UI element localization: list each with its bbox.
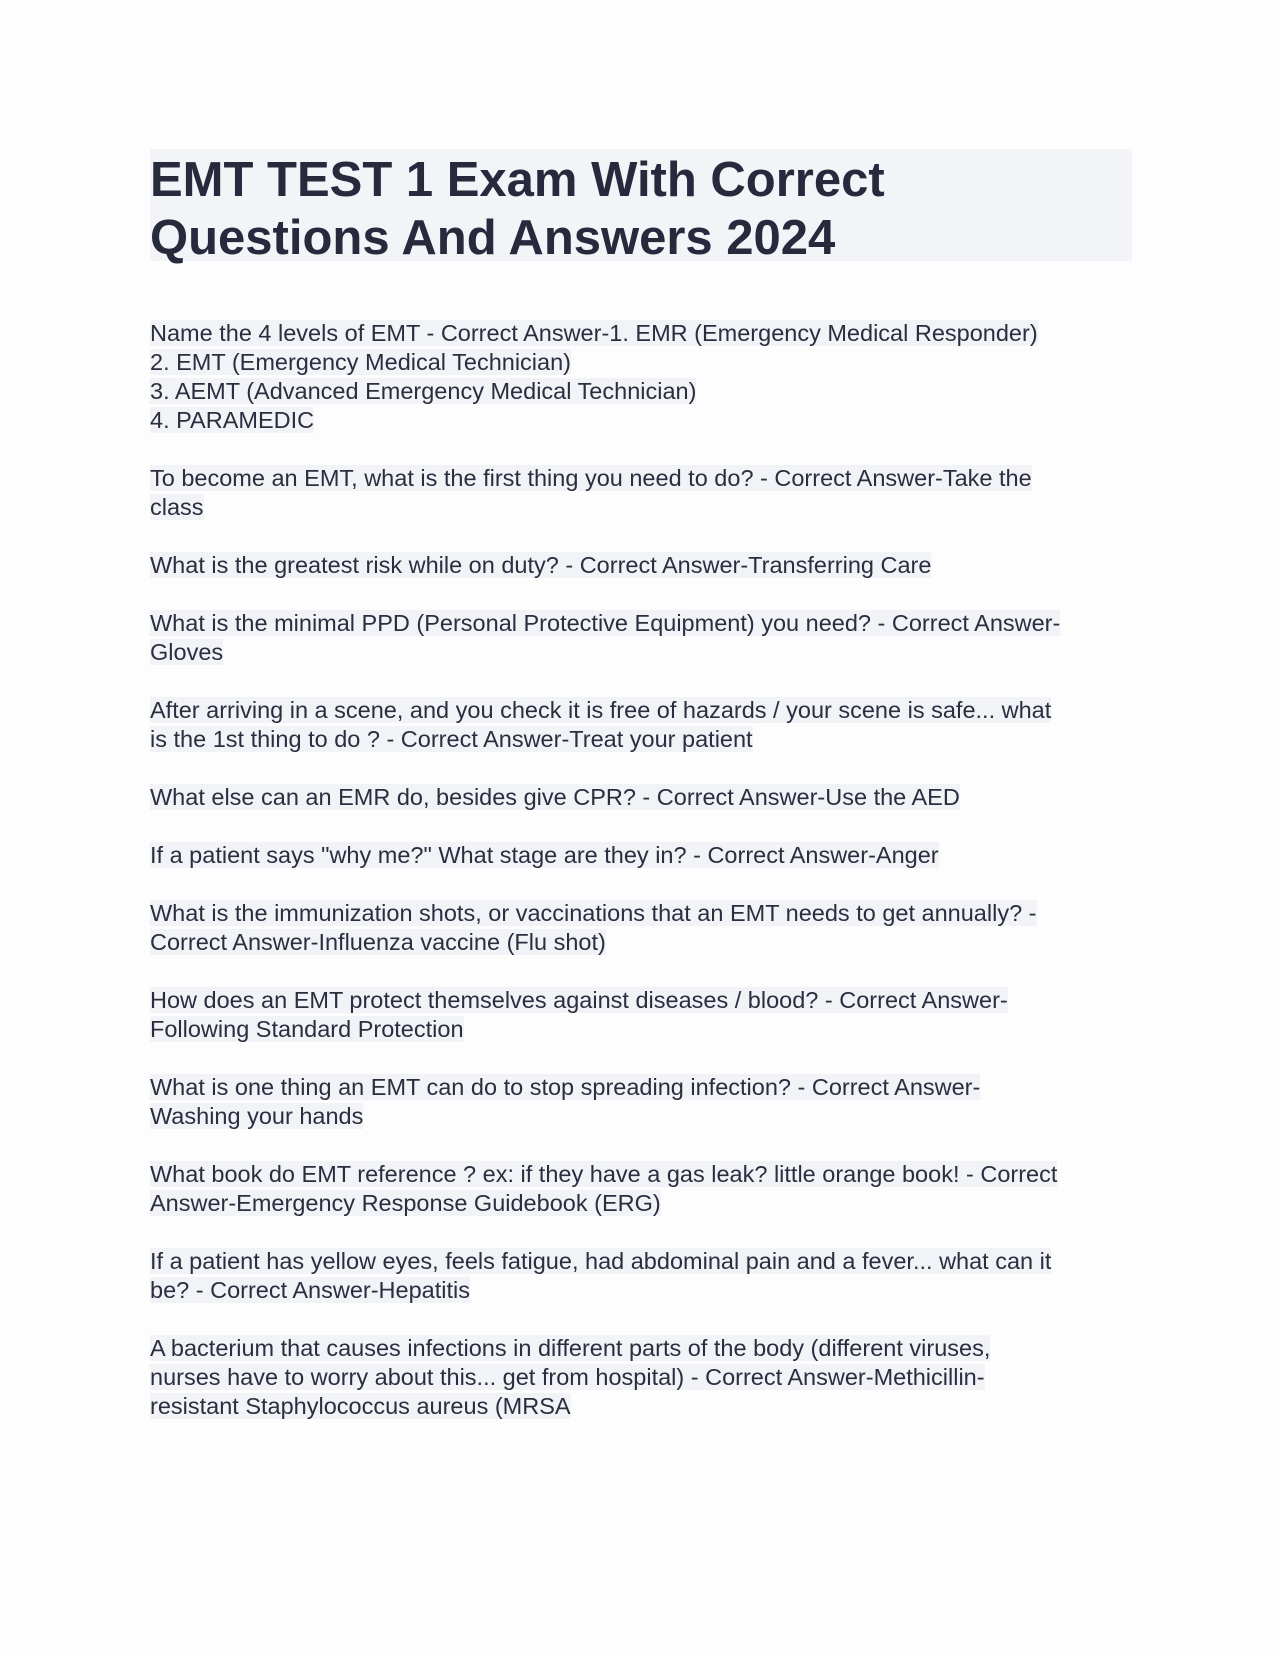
qa-item: [150, 1073, 1132, 1131]
qa-text: be? - Correct Answer-Hepatitis: [150, 1277, 470, 1303]
qa-line: [150, 319, 1132, 348]
qa-item: [150, 1334, 1132, 1421]
document-title: [150, 151, 1132, 267]
qa-line: [150, 1015, 1132, 1044]
qa-text: Name the 4 levels of EMT - Correct Answer-1. EMR (Emergency Medical Responder): [150, 320, 1038, 346]
qa-line: [150, 1392, 1132, 1421]
title-line: EMT TEST 1 Exam With Correct: [150, 153, 885, 207]
qa-line: [150, 1189, 1132, 1218]
qa-text: What is the greatest risk while on duty? - Correct Answer-Transferring Care: [150, 552, 932, 578]
qa-text: Washing your hands: [150, 1103, 364, 1129]
qa-text: Correct Answer-Influenza vaccine (Flu shot): [150, 929, 606, 955]
qa-line: [150, 551, 1132, 580]
qa-text: resistant Staphylococcus aureus (MRSA: [150, 1393, 571, 1419]
qa-line: [150, 348, 1132, 377]
qa-text: 4. PARAMEDIC: [150, 407, 315, 433]
qa-item: [150, 1247, 1132, 1305]
qa-text: What is the minimal PPD (Personal Protective Equipment) you need? - Correct Answer-: [150, 610, 1061, 636]
qa-line: [150, 1334, 1132, 1363]
qa-text: What book do EMT reference ? ex: if they have a gas leak? little orange book! - Correct: [150, 1161, 1058, 1187]
qa-text: What else can an EMR do, besides give CPR? - Correct Answer-Use the AED: [150, 784, 960, 810]
qa-list: [150, 319, 1132, 1421]
qa-item: [150, 986, 1132, 1044]
qa-line: [150, 493, 1132, 522]
qa-line: [150, 406, 1132, 435]
qa-line: [150, 1102, 1132, 1131]
qa-text: nurses have to worry about this... get from hospital) - Correct Answer-Methicillin-: [150, 1364, 985, 1390]
qa-line: [150, 696, 1132, 725]
qa-line: [150, 638, 1132, 667]
qa-line: [150, 1073, 1132, 1102]
qa-line: [150, 1276, 1132, 1305]
qa-text: class: [150, 494, 204, 520]
title-block: [150, 149, 1132, 265]
qa-line: [150, 464, 1132, 493]
qa-item: [150, 1160, 1132, 1218]
qa-line: [150, 986, 1132, 1015]
qa-text: Gloves: [150, 639, 224, 665]
qa-text: How does an EMT protect themselves against diseases / blood? - Correct Answer-: [150, 987, 1008, 1013]
qa-line: [150, 1363, 1132, 1392]
qa-text: If a patient says "why me?" What stage are they in? - Correct Answer-Anger: [150, 842, 939, 868]
qa-line: [150, 899, 1132, 928]
qa-text: What is the immunization shots, or vaccinations that an EMT needs to get annually? -: [150, 900, 1037, 926]
qa-line: [150, 609, 1132, 638]
qa-line: [150, 928, 1132, 957]
qa-line: [150, 377, 1132, 406]
qa-item: [150, 319, 1132, 435]
qa-item: [150, 783, 1132, 812]
qa-text: 3. AEMT (Advanced Emergency Medical Technician): [150, 378, 697, 404]
qa-text: 2. EMT (Emergency Medical Technician): [150, 349, 571, 375]
qa-text: A bacterium that causes infections in different parts of the body (different viruses,: [150, 1335, 991, 1361]
qa-line: [150, 783, 1132, 812]
qa-item: [150, 841, 1132, 870]
qa-item: [150, 551, 1132, 580]
qa-text: To become an EMT, what is the first thing you need to do? - Correct Answer-Take the: [150, 465, 1032, 491]
qa-line: [150, 725, 1132, 754]
qa-text: is the 1st thing to do ? - Correct Answer-Treat your patient: [150, 726, 753, 752]
qa-line: [150, 1160, 1132, 1189]
qa-text: What is one thing an EMT can do to stop spreading infection? - Correct Answer-: [150, 1074, 981, 1100]
qa-item: [150, 609, 1132, 667]
qa-text: Answer-Emergency Response Guidebook (ERG): [150, 1190, 661, 1216]
qa-item: [150, 696, 1132, 754]
qa-text: Following Standard Protection: [150, 1016, 464, 1042]
qa-line: [150, 841, 1132, 870]
qa-item: [150, 464, 1132, 522]
qa-text: After arriving in a scene, and you check it is free of hazards / your scene is safe... what: [150, 697, 1052, 723]
title-line: Questions And Answers 2024: [150, 211, 836, 265]
qa-line: [150, 1247, 1132, 1276]
qa-text: If a patient has yellow eyes, feels fatigue, had abdominal pain and a fever... what can it: [150, 1248, 1052, 1274]
document-page: [150, 149, 1132, 1450]
qa-item: [150, 899, 1132, 957]
